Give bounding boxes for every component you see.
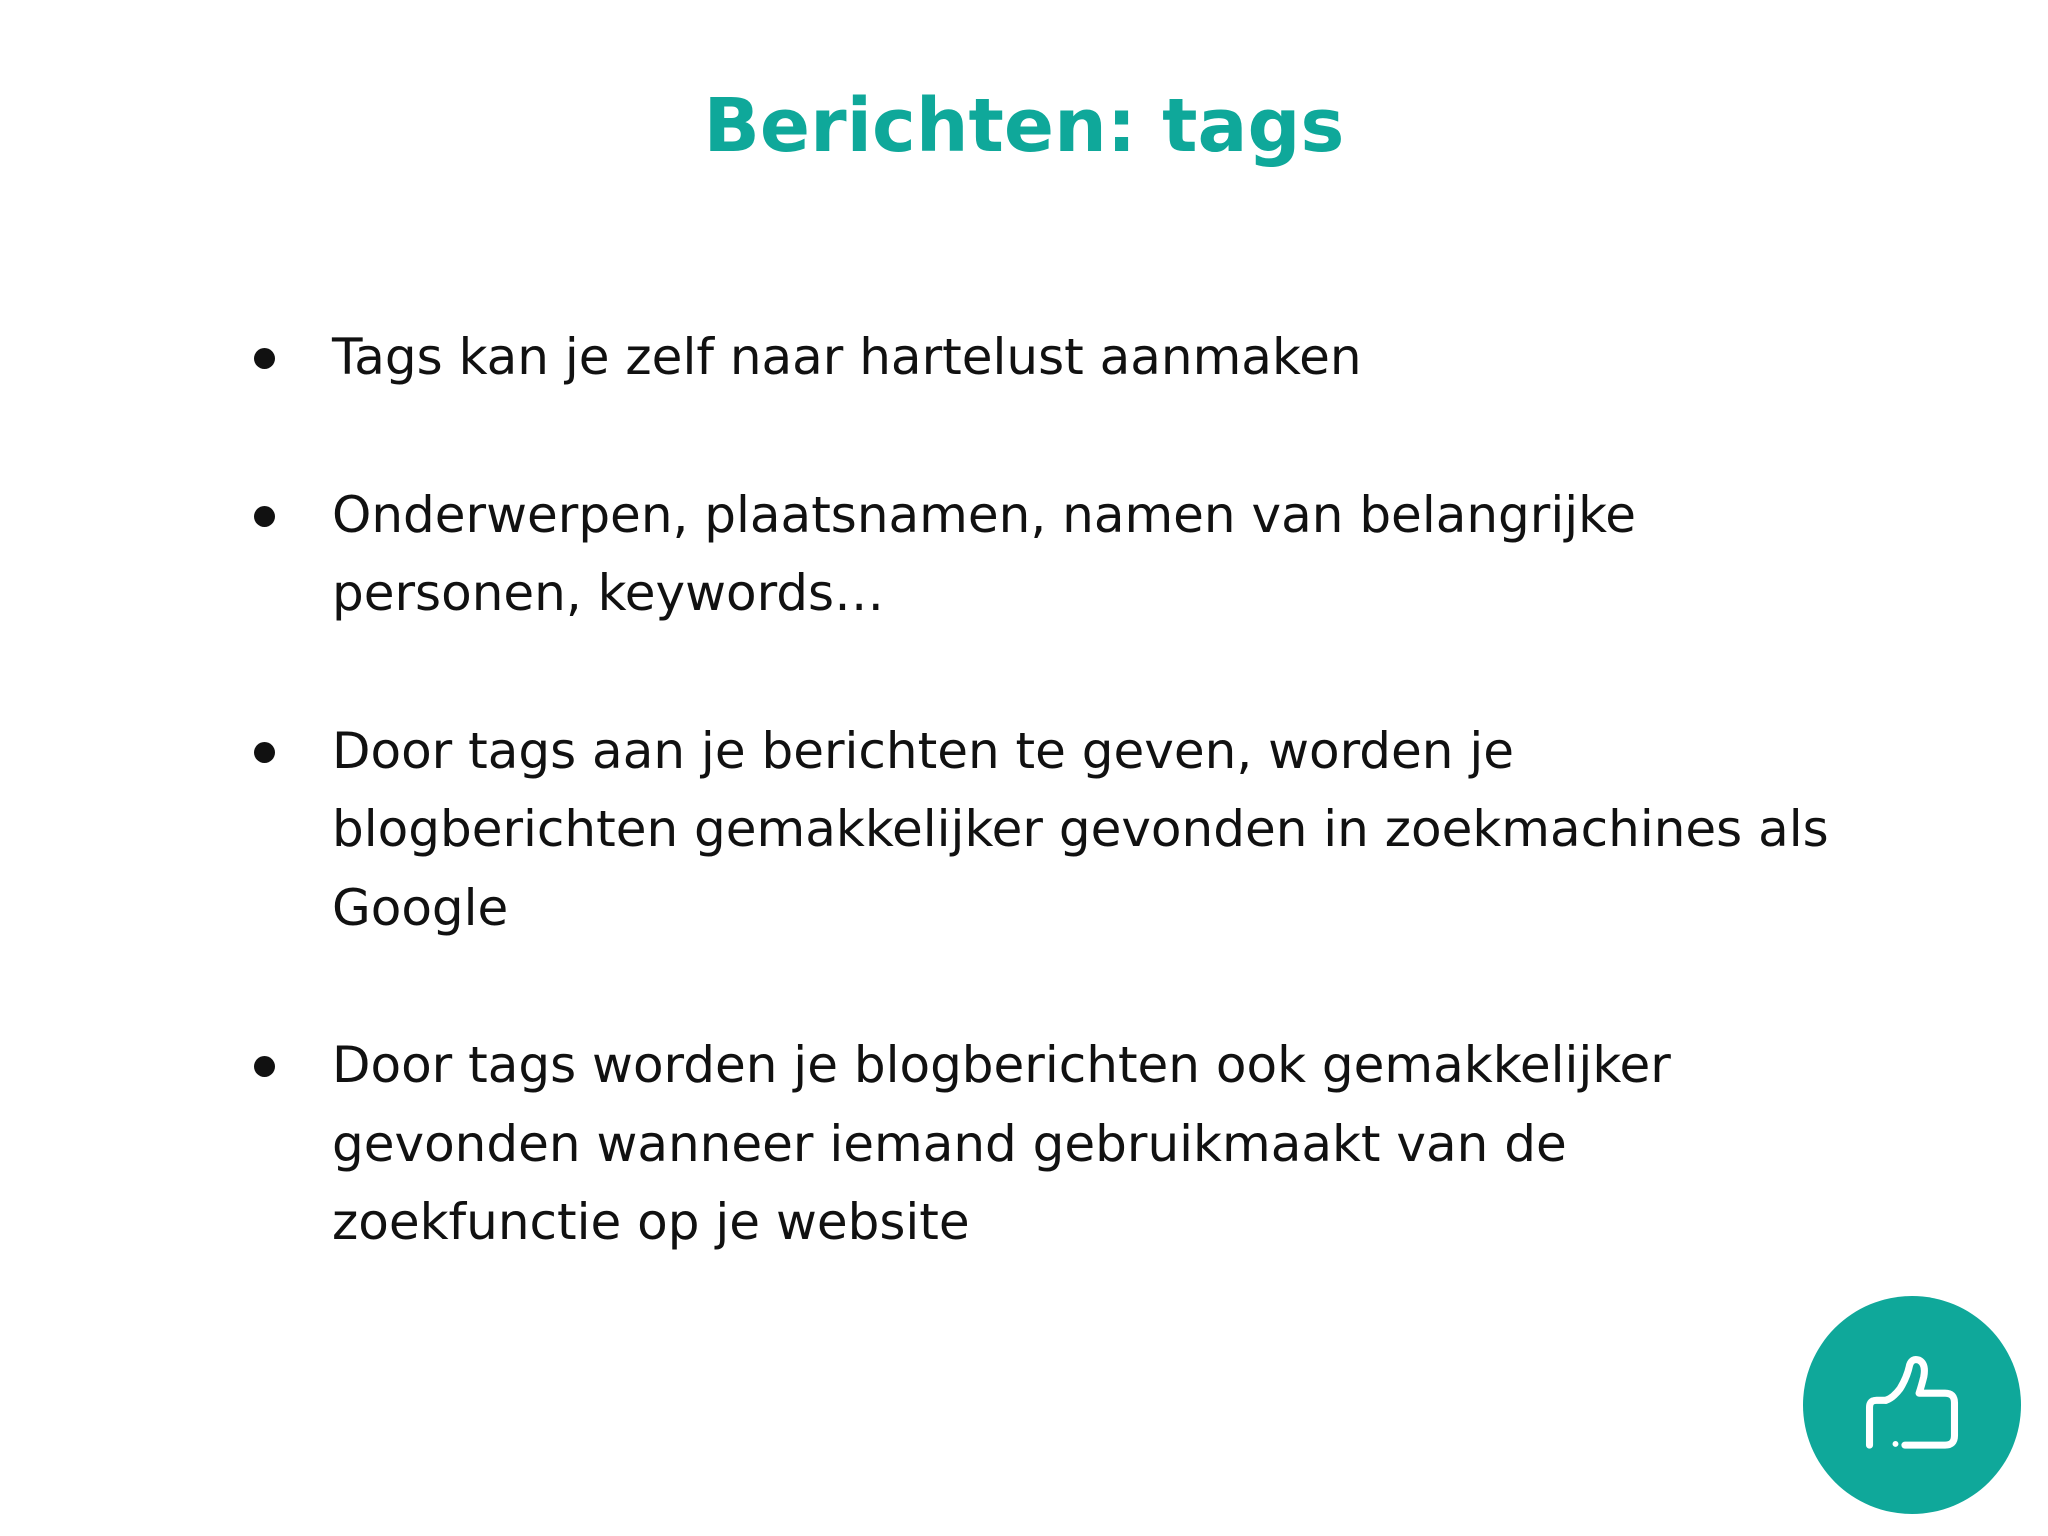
like-button[interactable] xyxy=(1803,1296,2021,1514)
bullet-text: Door tags worden je blogberichten ook gemakkelijker gevonden wanneer iemand gebruikmaakt van de zoekfunctie op je website xyxy=(332,1036,1671,1251)
slide-title: Berichten: tags xyxy=(703,83,1345,169)
bullet-text: Door tags aan je berichten te geven, worden je blogberichten gemakkelijker gevonden in zoekmachines als Google xyxy=(332,721,1829,937)
bullet-dot-icon xyxy=(254,348,275,369)
bullet-text: Onderwerpen, plaatsnamen, namen van belangrijke personen, keywords… xyxy=(332,485,1637,622)
bullet-text: Tags kan je zelf naar hartelust aanmaken xyxy=(332,328,1362,386)
list-item xyxy=(250,476,1830,633)
list-item xyxy=(250,1026,1830,1262)
bullet-dot-icon xyxy=(254,1056,275,1077)
bullet-dot-icon xyxy=(254,742,275,763)
bullet-dot-icon xyxy=(254,506,275,527)
list-item xyxy=(250,318,1830,397)
list-item xyxy=(250,712,1830,948)
bullet-list xyxy=(250,318,1830,1341)
thumbs-up-icon xyxy=(1853,1346,1971,1464)
